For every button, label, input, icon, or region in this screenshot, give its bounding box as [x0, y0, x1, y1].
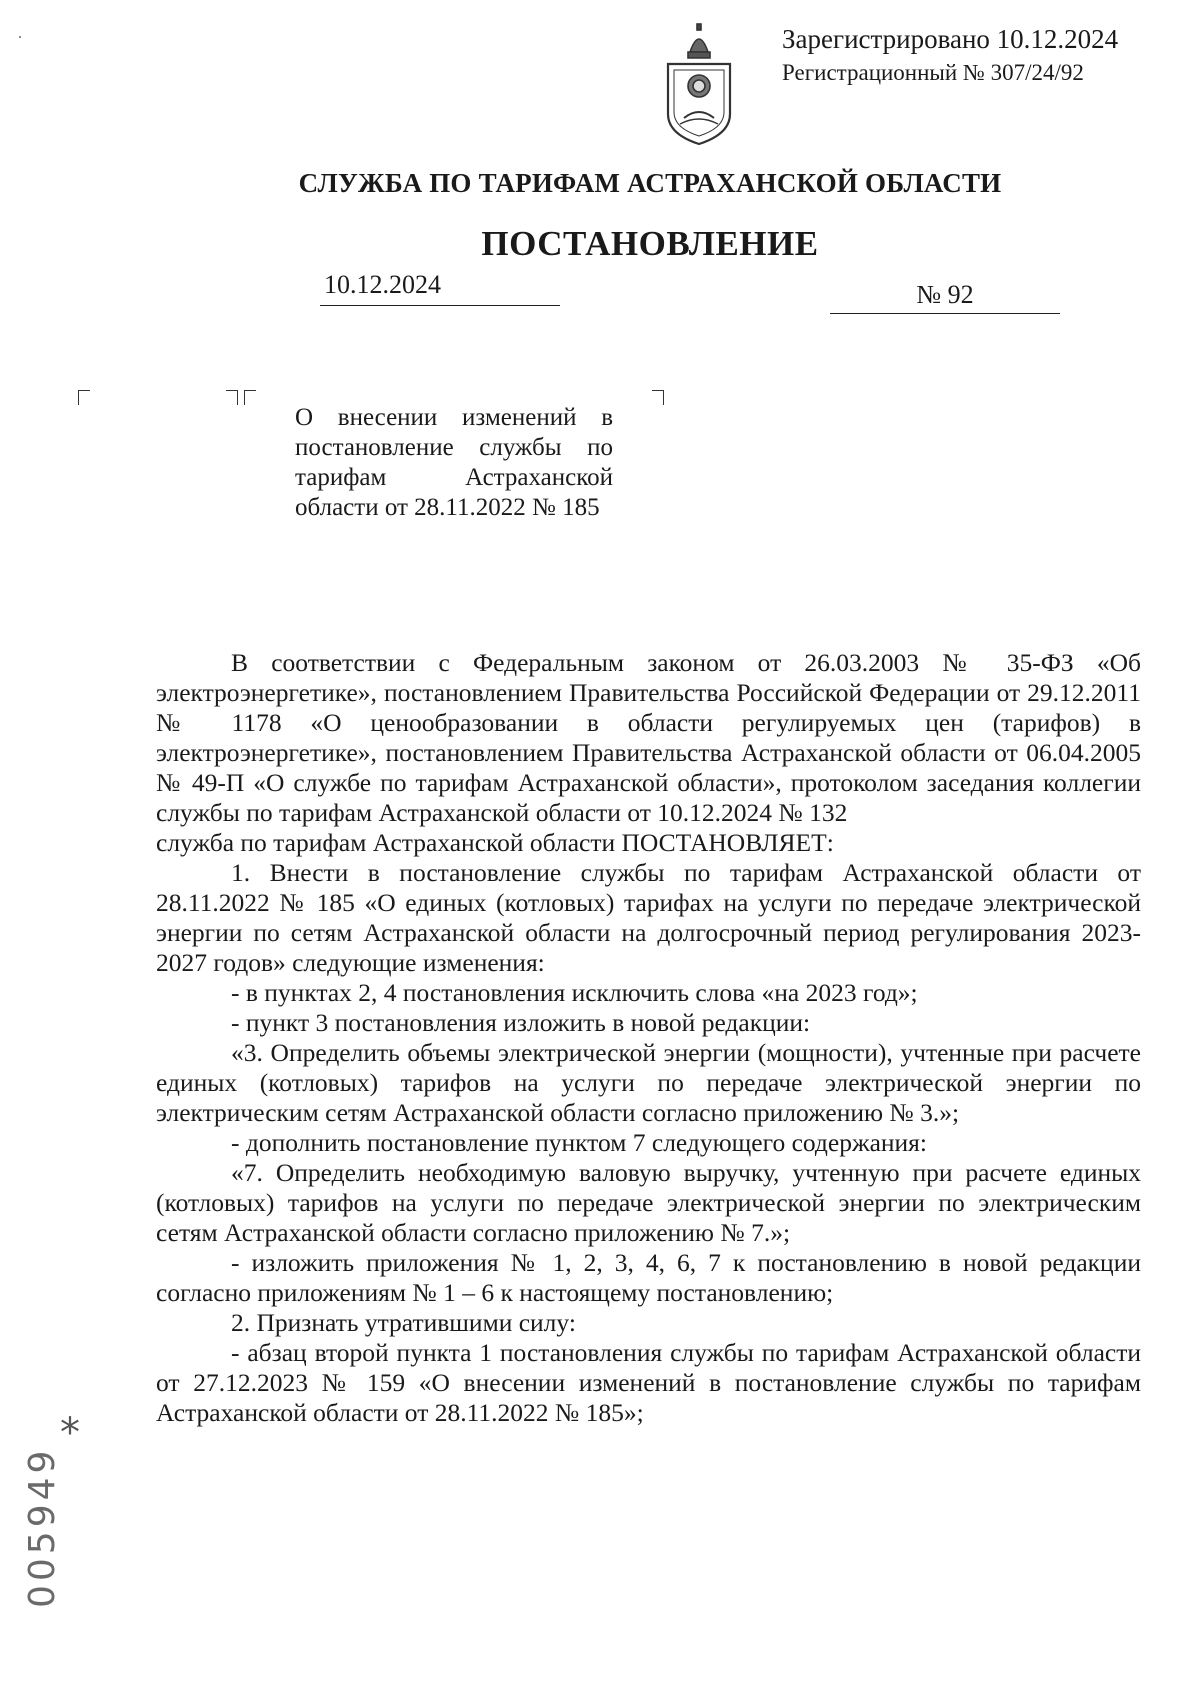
item-1-subitem: - в пунктах 2, 4 постановления исключить слова «на 2023 год»; — [231, 978, 918, 1007]
preamble-paragraph: В соответствии с Федеральным законом от 26.03.2003 № 35-ФЗ «Об электроэнергетике», постановлением Правительства Российской Федерации от 29.12.2011 № 1178 «О ценообразовании в области регулируемых цен (тарифов) в электроэнергетике», постановлением Правительства Астраханской области от 06.04.2005 № 49-П «О службе по тарифам Астраханской области», протоколом заседания коллегии службы по тарифам Астраханской области от 10.12.2024 № 132 — [156, 648, 1141, 827]
registration-block — [782, 22, 1118, 90]
item-1-subitem: - пункт 3 постановления изложить в новой редакции: — [231, 1008, 811, 1037]
document-subject: О внесении изменений в постановление службы по тарифам Астраханской области от 28.11.2022 № 185 — [295, 404, 613, 521]
coat-of-arms-emblem — [660, 22, 738, 148]
document-date: 10.12.2024 — [320, 270, 560, 306]
document-number: № 92 — [830, 280, 1060, 314]
registration-number: Регистрационный № 307/24/92 — [782, 60, 1084, 85]
item-2-paragraph: 2. Признать утратившими силу: — [231, 1308, 576, 1337]
resolves-paragraph: служба по тарифам Астраханской области ПОСТАНОВЛЯЕТ: — [156, 828, 834, 857]
agency-title: СЛУЖБА ПО ТАРИФАМ АСТРАХАНСКОЙ ОБЛАСТИ — [298, 168, 1002, 198]
item-1-paragraph: 1. Внести в постановление службы по тарифам Астраханской области от 28.11.2022 № 185 «О единых (котловых) тарифах на услуги по передаче электрической энергии по сетям Астраханской области на долгосрочный период регулирования 2023-2027 годов» следующие изменения: — [156, 858, 1141, 977]
scan-speck — [19, 36, 21, 38]
document-type-title: ПОСТАНОВЛЕНИЕ — [481, 224, 819, 263]
registration-date: Зарегистрировано 10.12.2024 — [782, 24, 1119, 54]
corner-mark — [652, 390, 664, 405]
item-1-quoted-text: «7. Определить необходимую валовую выручку, учтенную при расчете единых (котловых) тарифов на услуги по передаче электрической энергии по электрическим сетям Астраханской области согласно приложению № 7.»; — [156, 1158, 1141, 1247]
corner-mark — [244, 390, 256, 405]
item-2-subitem: - абзац второй пункта 1 постановления службы по тарифам Астраханской области от 27.12.2023 № 159 «О внесении изменений в постановление службы по тарифам Астраханской области от 28.11.2022 № 185»; — [156, 1338, 1141, 1427]
corner-mark — [78, 390, 90, 405]
item-1-subitem: - изложить приложения № 1, 2, 3, 4, 6, 7 к постановлению в новой редакции согласно приложениям № 1 – 6 к настоящему постановлению; — [156, 1248, 1141, 1307]
corner-mark — [226, 390, 238, 405]
item-1-quoted-text: «3. Определить объемы электрической энергии (мощности), учтенные при расчете единых (котловых) тарифов на услуги по передаче электрической энергии по электрическим сетям Астраханской области согласно приложению № 3.»; — [156, 1038, 1141, 1127]
margin-serial-number: 005949 — [22, 1446, 63, 1608]
margin-star-mark: * — [60, 1410, 80, 1456]
document-body — [156, 648, 1141, 1428]
item-1-subitem: - дополнить постановление пунктом 7 следующего содержания: — [231, 1128, 927, 1157]
